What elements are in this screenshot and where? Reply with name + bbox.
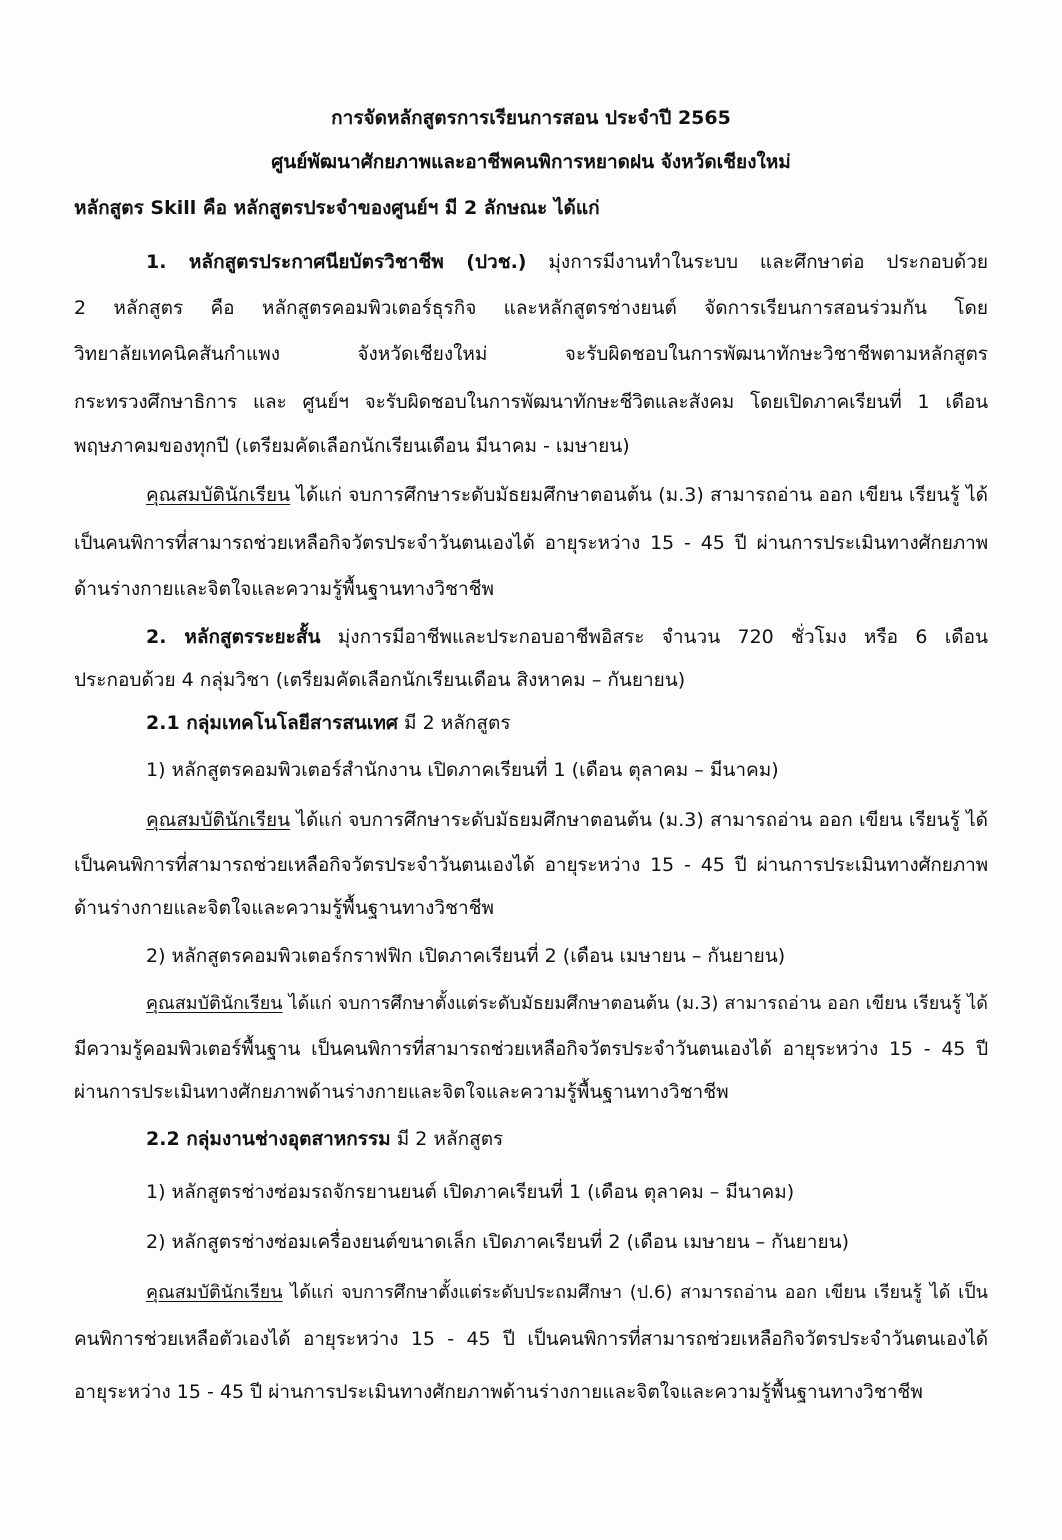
- qualification-label: คุณสมบัตินักเรียน: [146, 809, 291, 831]
- group1-course2: 2) หลักสูตรคอมพิวเตอร์กราฟฟิก เปิดภาคเรียนที่ 2 (เดือน เมษายน – กันยายน): [146, 945, 786, 967]
- qualification-label: คุณสมบัตินักเรียน: [146, 1282, 283, 1303]
- group2-heading-line: [146, 1127, 1060, 1151]
- group1-course1-qual-line2: เป็นคนพิการที่สามารถช่วยเหลือกิจวัตรประจำวันตนเองได้ อายุระหว่าง 15 - 45 ปี ผ่านการประเมินทางศักยภาพ: [74, 854, 988, 876]
- section1-qual-line1: [146, 483, 988, 507]
- section1-line4: กระทรวงศึกษาธิการ และ ศูนย์ฯ จะรับผิดชอบในการพัฒนาทักษะชีวิตและสังคม โดยเปิดภาคเรียนที่ 1 เดือน: [74, 391, 988, 413]
- group2-heading: 2.2 กลุ่มงานช่างอุตสาหกรรม: [146, 1128, 391, 1150]
- group1-course2-qual-line2: มีความรู้คอมพิวเตอร์พื้นฐาน เป็นคนพิการที่สามารถช่วยเหลือกิจวัตรประจำวันตนเองได้ อายุระหว่าง 15 - 45 ปี: [74, 1038, 988, 1060]
- group2-heading-rest: มี 2 หลักสูตร: [390, 1128, 504, 1150]
- group1-course1: 1) หลักสูตรคอมพิวเตอร์สำนักงาน เปิดภาคเรียนที่ 1 (เดือน ตุลาคม – มีนาคม): [146, 759, 779, 781]
- section1-qual-text: ได้แก่ จบการศึกษาระดับมัธยมศึกษาตอนต้น (ม.3) สามารถอ่าน ออก เขียน เรียนรู้ ได้: [290, 484, 988, 506]
- group2-qual-line1: [146, 1281, 988, 1305]
- section1-qual-line2: เป็นคนพิการที่สามารถช่วยเหลือกิจวัตรประจำวันตนเองได้ อายุระหว่าง 15 - 45 ปี ผ่านการประเมินทางศักยภาพ: [74, 532, 988, 554]
- section1-line3: วิทยาลัยเทคนิคสันกำแพง จังหวัดเชียงใหม่ จะรับผิดชอบในการพัฒนาทักษะวิชาชีพตามหลักสูตร: [74, 343, 988, 365]
- section1-line1-rest: มุ่งการมีงานทำในระบบ และศึกษาต่อ ประกอบด้วย: [526, 251, 989, 273]
- section2-line2: ประกอบด้วย 4 กลุ่มวิชา (เตรียมคัดเลือกนักเรียนเดือน สิงหาคม – กันยายน): [74, 669, 686, 691]
- group2-course1: 1) หลักสูตรช่างซ่อมรถจักรยานยนต์ เปิดภาคเรียนที่ 1 (เดือน ตุลาคม – มีนาคม): [146, 1181, 795, 1203]
- qualification-label: คุณสมบัตินักเรียน: [146, 484, 291, 506]
- group1-course1-qual-line1: [146, 808, 988, 832]
- section1-line2: 2 หลักสูตร คือ หลักสูตรคอมพิวเตอร์ธุรกิจ และหลักสูตรช่างยนต์ จัดการเรียนการสอนร่วมกัน โดย: [74, 297, 988, 319]
- group1-course2-qual-text: ได้แก่ จบการศึกษาตั้งแต่ระดับมัธยมศึกษาตอนต้น (ม.3) สามารถอ่าน ออก เขียน เรียนรู้ ได้: [282, 993, 988, 1014]
- group2-qual-line2: คนพิการช่วยเหลือตัวเองได้ อายุระหว่าง 15 - 45 ปี เป็นคนพิการที่สามารถช่วยเหลือกิจวัตรประจำวันตนเองได้: [74, 1328, 988, 1350]
- section1-qual-line3: ด้านร่างกายและจิตใจและความรู้พื้นฐานทางวิชาชีพ: [74, 578, 495, 600]
- group1-heading-line: [146, 711, 1060, 735]
- group1-course2-qual-line1: [146, 992, 988, 1016]
- group2-qual-line3: อายุระหว่าง 15 - 45 ปี ผ่านการประเมินทางศักยภาพด้านร่างกายและจิตใจและความรู้พื้นฐานทางวิชาชีพ: [74, 1381, 923, 1403]
- section2-line1-rest: มุ่งการมีอาชีพและประกอบอาชีพอิสระ จำนวน 720 ชั่วโมง หรือ 6 เดือน: [320, 626, 988, 648]
- group1-heading: 2.1 กลุ่มเทคโนโลยีสารสนเทศ: [146, 712, 398, 734]
- group2-course2: 2) หลักสูตรช่างซ่อมเครื่องยนต์ขนาดเล็ก เปิดภาคเรียนที่ 2 (เดือน เมษายน – กันยายน): [146, 1231, 849, 1253]
- group1-course1-qual-line3: ด้านร่างกายและจิตใจและความรู้พื้นฐานทางวิชาชีพ: [74, 897, 495, 919]
- intro-line: หลักสูตร Skill คือ หลักสูตรประจำของศูนย์ฯ มี 2 ลักษณะ ได้แก่: [74, 197, 600, 219]
- section2-line1: [146, 625, 988, 649]
- section1-heading: 1. หลักสูตรประกาศนียบัตรวิชาชีพ (ปวช.): [146, 251, 527, 273]
- group2-qual-text: ได้แก่ จบการศึกษาตั้งแต่ระดับประถมศึกษา (ป.6) สามารถอ่าน ออก เขียน เรียนรู้ ได้ เป็น: [282, 1282, 988, 1303]
- group1-course1-qual-text: ได้แก่ จบการศึกษาระดับมัธยมศึกษาตอนต้น (ม.3) สามารถอ่าน ออก เขียน เรียนรู้ ได้: [290, 809, 988, 831]
- group1-course2-qual-line3: ผ่านการประเมินทางศักยภาพด้านร่างกายและจิตใจและความรู้พื้นฐานทางวิชาชีพ: [74, 1081, 729, 1103]
- section1-line5: พฤษภาคมของทุกปี (เตรียมคัดเลือกนักเรียนเดือน มีนาคม - เมษายน): [74, 435, 630, 457]
- document-title: การจัดหลักสูตรการเรียนการสอน ประจำปี 2565: [331, 107, 731, 129]
- qualification-label: คุณสมบัตินักเรียน: [146, 993, 283, 1014]
- organization-name: ศูนย์พัฒนาศักยภาพและอาชีพคนพิการหยาดฝน จังหวัดเชียงใหม่: [271, 151, 791, 173]
- group1-heading-rest: มี 2 หลักสูตร: [397, 712, 511, 734]
- section2-heading: 2. หลักสูตรระยะสั้น: [146, 626, 321, 648]
- section1-line1: [146, 250, 988, 274]
